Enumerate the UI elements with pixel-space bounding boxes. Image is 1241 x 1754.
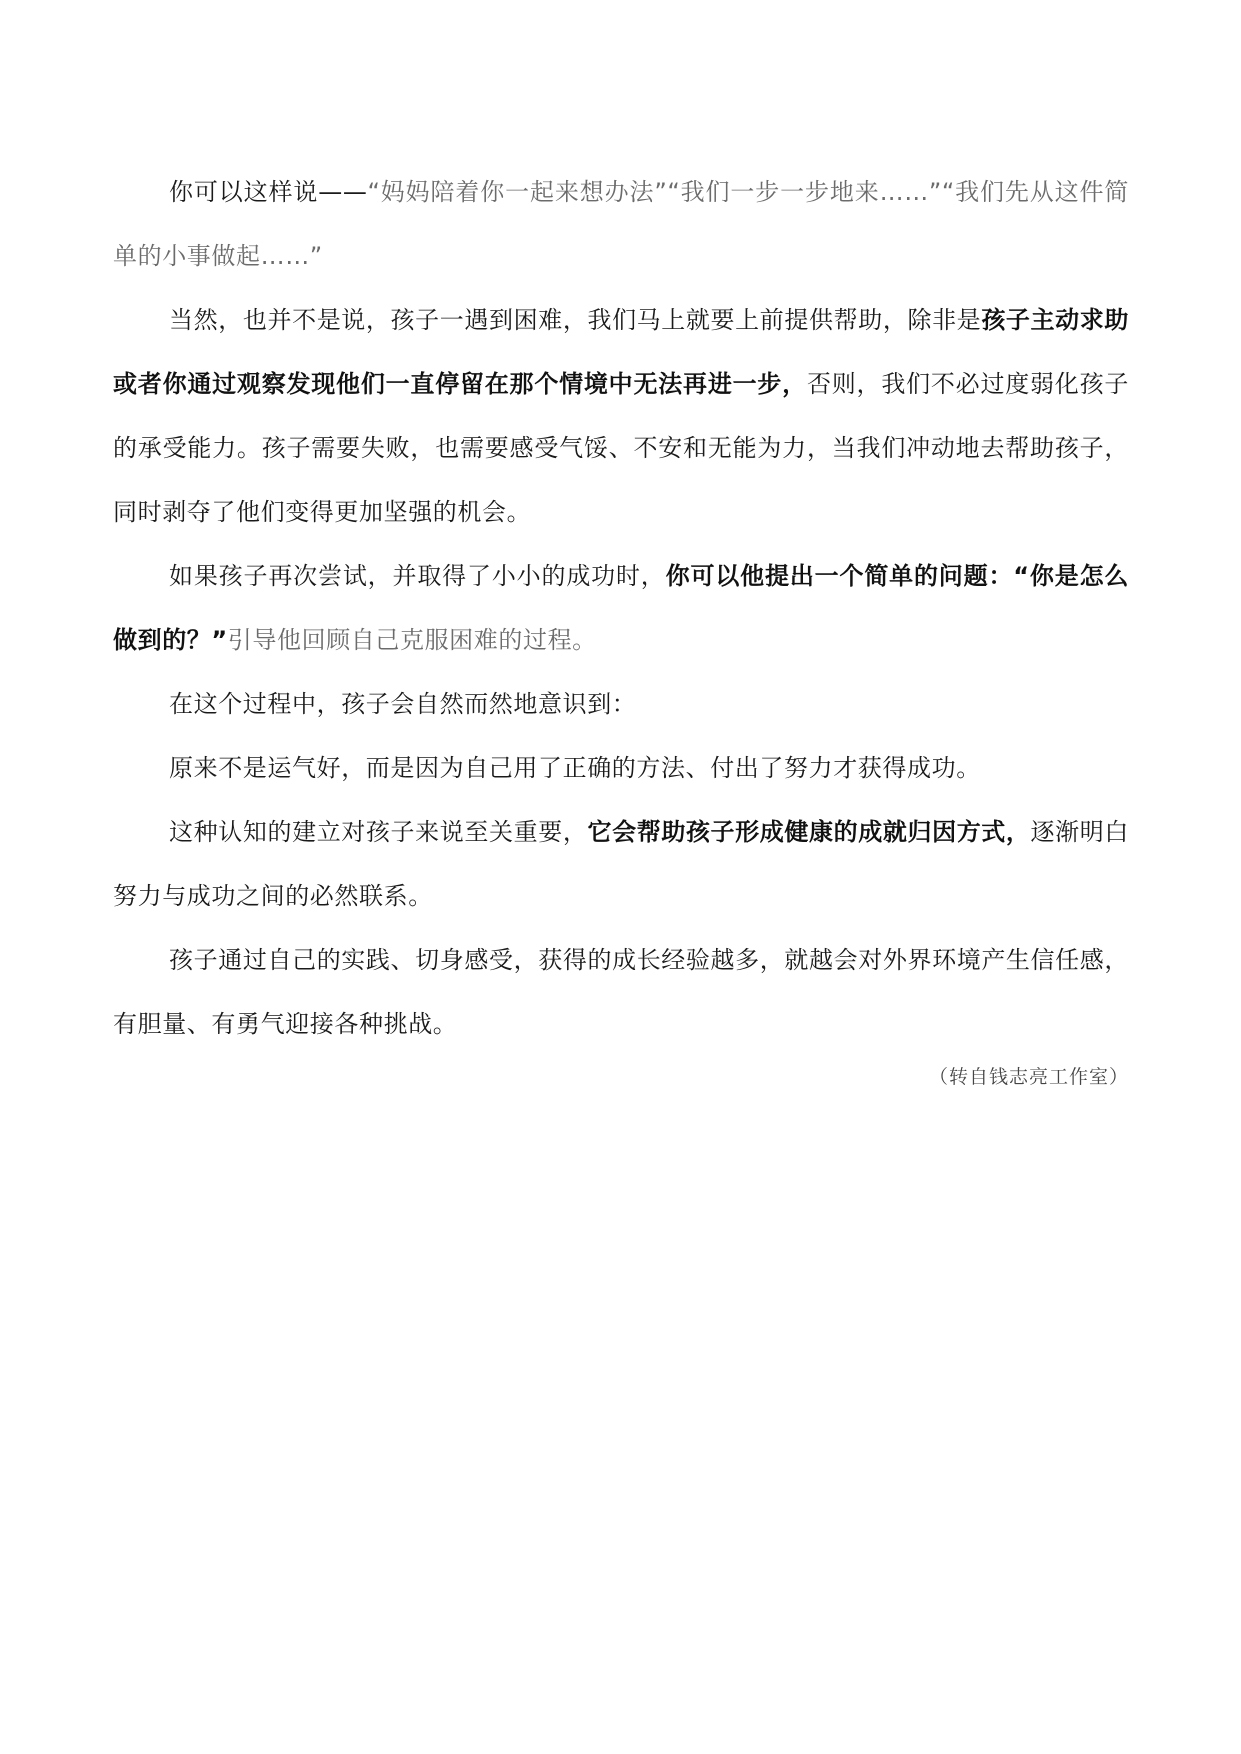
paragraph-text-gray: 引导他回顾自己克服困难的过程。 bbox=[227, 626, 597, 654]
paragraph-realization-intro bbox=[113, 672, 1129, 736]
paragraph-text: 逐渐明白努力与成功之间的必然联系。 bbox=[113, 818, 1129, 910]
paragraph-text: 如果孩子再次尝试，并取得了小小的成功时， bbox=[169, 562, 666, 590]
paragraph-text: 当然，也并不是说，孩子一遇到困难，我们马上就要上前提供帮助，除非是 bbox=[169, 306, 982, 334]
emphasized-text: 它会帮助孩子形成健康的成就归因方式， bbox=[587, 818, 1031, 846]
paragraph-text: 否则，我们不必过度弱化孩子的承受能力。孩子需要失败，也需要感受气馁、不安和无能为力，当我们冲动地去帮助孩子，同时剥夺了他们变得更加坚强的机会。 bbox=[113, 370, 1129, 526]
paragraph-text: 孩子通过自己的实践、切身感受，获得的成长经验越多，就越会对外界环境产生信任感，有胆量、有勇气迎接各种挑战。 bbox=[113, 946, 1129, 1038]
paragraph-conclusion bbox=[113, 928, 1129, 1056]
paragraph-text: 原来不是运气好，而是因为自己用了正确的方法、付出了努力才获得成功。 bbox=[169, 754, 981, 782]
quoted-phrases: “妈妈陪着你一起来想办法”“我们一步一步地来……”“我们先从这件简单的小事做起……” bbox=[113, 178, 1129, 270]
paragraph-lead-text: 你可以这样说—— bbox=[169, 178, 368, 206]
paragraph-when-to-help bbox=[113, 288, 1129, 544]
paragraph-suggested-phrases bbox=[113, 160, 1129, 288]
source-note: （转自钱志亮工作室） bbox=[928, 1066, 1129, 1088]
emphasized-text: 孩子主动求助或者你通过观察发现他们一直停留在那个情境中无法再进一步， bbox=[113, 306, 1129, 398]
paragraph-attribution bbox=[113, 800, 1129, 928]
emphasized-question: 你可以他提出一个简单的问题：“你是怎么做到的？” bbox=[113, 562, 1130, 654]
paragraph-ask-question bbox=[113, 544, 1129, 672]
article-body bbox=[113, 160, 1129, 1056]
paragraph-text: 在这个过程中，孩子会自然而然地意识到： bbox=[169, 690, 637, 718]
paragraph-text: 这种认知的建立对孩子来说至关重要， bbox=[169, 818, 588, 846]
paragraph-realization bbox=[113, 736, 1129, 800]
